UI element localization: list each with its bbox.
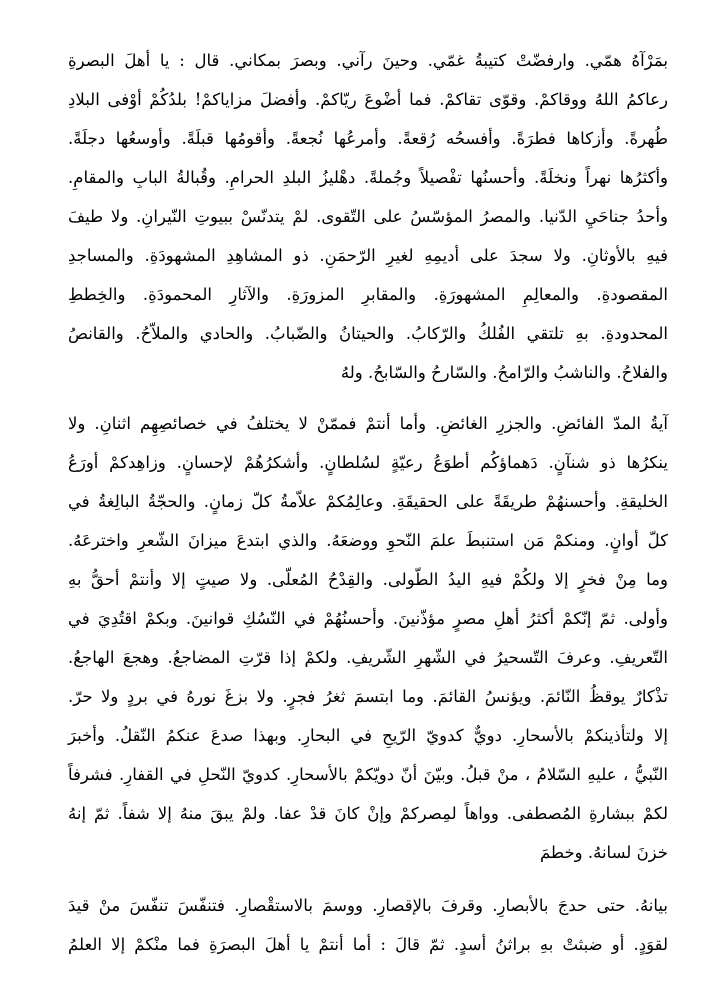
text-line: رعاكمُ اللهُ ووقاكمْ. وقوّى تقاكمْ. فما أضْوعَ ريّاكمْ. وأفضلَ مزاياكمْ! بلدُكُمْ أوْفى البلادِ bbox=[68, 90, 668, 109]
text-line: وأولى. ثمّ إنّكمْ أكثرُ أهلِ مصرٍ مؤذّنينَ. وأحسنُهُمْ في النّسُكِ قوانينَ. وبكمْ اقتُدِيَ في bbox=[68, 609, 668, 628]
text-line: وما مِنْ فخرٍ إلا ولكُمْ فيهِ اليدُ الطّولى. والقِدْحُ المُعلّى. ولا صيتٍ إلا وأنتمْ أحقُّ بهِ bbox=[68, 570, 668, 589]
text-line: المقصودةِ. والمعالِمِ المشهورَةِ. والمقابرِ المزورَةِ. والآثارِ المحمودَةِ. والخِططِ bbox=[68, 285, 668, 304]
text-line: إلا ولتأذينكمْ بالأسحارِ. دويٌّ كدويّ الرّيحِ في البحارِ. وبهذا صدعَ عنكمُ النّقلُ. وأخبرَ bbox=[68, 726, 668, 745]
text-line: المحدودةِ. بهِ تلتقي الفُلكُ والرّكابُ. والحيتانُ والضّبابُ. والحادي والملاّحُ. والقانصُ bbox=[68, 324, 668, 343]
text-line: لقوَدٍ. أو ضبثتْ بهِ براثنُ أسدٍ. ثمّ قالَ : أما أنتمْ يا أهلَ البصرَةِ فما منْكمْ إلا العلمُ bbox=[68, 935, 668, 954]
text-line: والفلاحُ. والناشبُ والرّامحُ. والسّارحُ والسّابحُ. ولهُ bbox=[340, 363, 668, 382]
text-line: ينكرُها ذو شنآنٍ. دَهماؤكُم أطوَعُ رعيّةٍ لسُلطانٍ. وأشكرُهُمْ لإحسانٍ. وزاهِدكمْ أورَعُ bbox=[68, 453, 668, 472]
text-line: فيهِ بالأوثانِ. ولا سجدَ على أديمِهِ لغيرِ الرّحمَنِ. ذو المشاهِدِ المشهودَةِ. والمساجدِ bbox=[68, 246, 668, 265]
text-line: بمَرْآهُ همّي. وارفضّتْ كتيبةُ غمّي. وحينَ رآني. وبصرَ بمكاني. قال : يا أهلَ البصرةِ bbox=[68, 51, 668, 70]
text-line: كلّ أوانٍ. ومنكمْ مَن استنبطَ علمَ النّحوِ ووضعَهُ. والذي ابتدعَ ميزانَ الشّعرِ واخترعَهُ. bbox=[68, 531, 668, 550]
text-line: تذْكارٌ يوقظُ النّائمَ. ويؤنسُ القائمَ. وما ابتسمَ ثغرُ فجرٍ. ولا بزغَ نورهُ في بردٍ ولا حرّ. bbox=[68, 687, 668, 706]
text-line: التّعريفِ. وعرفَ التّسحيرُ في الشّهرِ الشّريفِ. ولكمْ إذا قرّتِ المضاجعُ. وهجعَ الهاجعُ. bbox=[68, 648, 668, 667]
text-line: النّبيُّ ، عليهِ السّلامُ ، منْ قبلُ. وبيّنَ أنّ دويّكمْ بالأسحارِ. كدويّ النّحلِ في القفارِ. فشرفاً bbox=[68, 765, 668, 784]
text-line: بيانهُ. حتى حدجَ بالأبصارِ. وقرفَ بالإقصارِ. ووسمَ بالاستقْصارِ. فتنفّسَ تنفّسَ منْ قيدَ bbox=[68, 896, 668, 915]
text-line: آيةُ المدّ الفائضِ. والجزرِ الغائضِ. وأما أنتمْ فممّنْ لا يختلفُ في خصائصِهِم اثنانِ. ولا bbox=[68, 414, 668, 433]
text-line: وأكثرُها نهراً ونخلَةً. وأحسنُها تفْصيلاً وجُملةً. دهْليزُ البلدِ الحرامِ. وقُبالةُ البابِ والمقامِ. bbox=[68, 168, 668, 187]
text-line: خزنَ لسانهُ. وخطمَ bbox=[539, 843, 668, 862]
text-line: وأحدُ جناحَيِ الدّنيا. والمصرُ المؤسّسُ على التّقوى. لمْ يتدنّسْ ببيوتِ النّيرانِ. ولا طيفَ bbox=[68, 207, 668, 226]
text-line: طُهرةً. وأزكاها فطرَةً. وأفسحُه رُقعةً. وأمرعُها نُجعةً. وأقومُها قبلَةً. وأوسعُها دجلَةً. bbox=[68, 129, 668, 148]
text-line: الخليقةِ. وأحسنهُمْ طريقَةً على الحقيقَةِ. وعالِمُكمْ علاّمةُ كلّ زمانٍ. والحجّةُ البالِغةُ في bbox=[68, 492, 668, 511]
text-line: لكمْ ببشارةِ المُصطفى. وواهاً لمِصركمْ وإنْ كانَ قدْ عفا. ولمْ يبقَ منهُ إلا شفاً. ثمّ إنهُ bbox=[68, 804, 668, 823]
